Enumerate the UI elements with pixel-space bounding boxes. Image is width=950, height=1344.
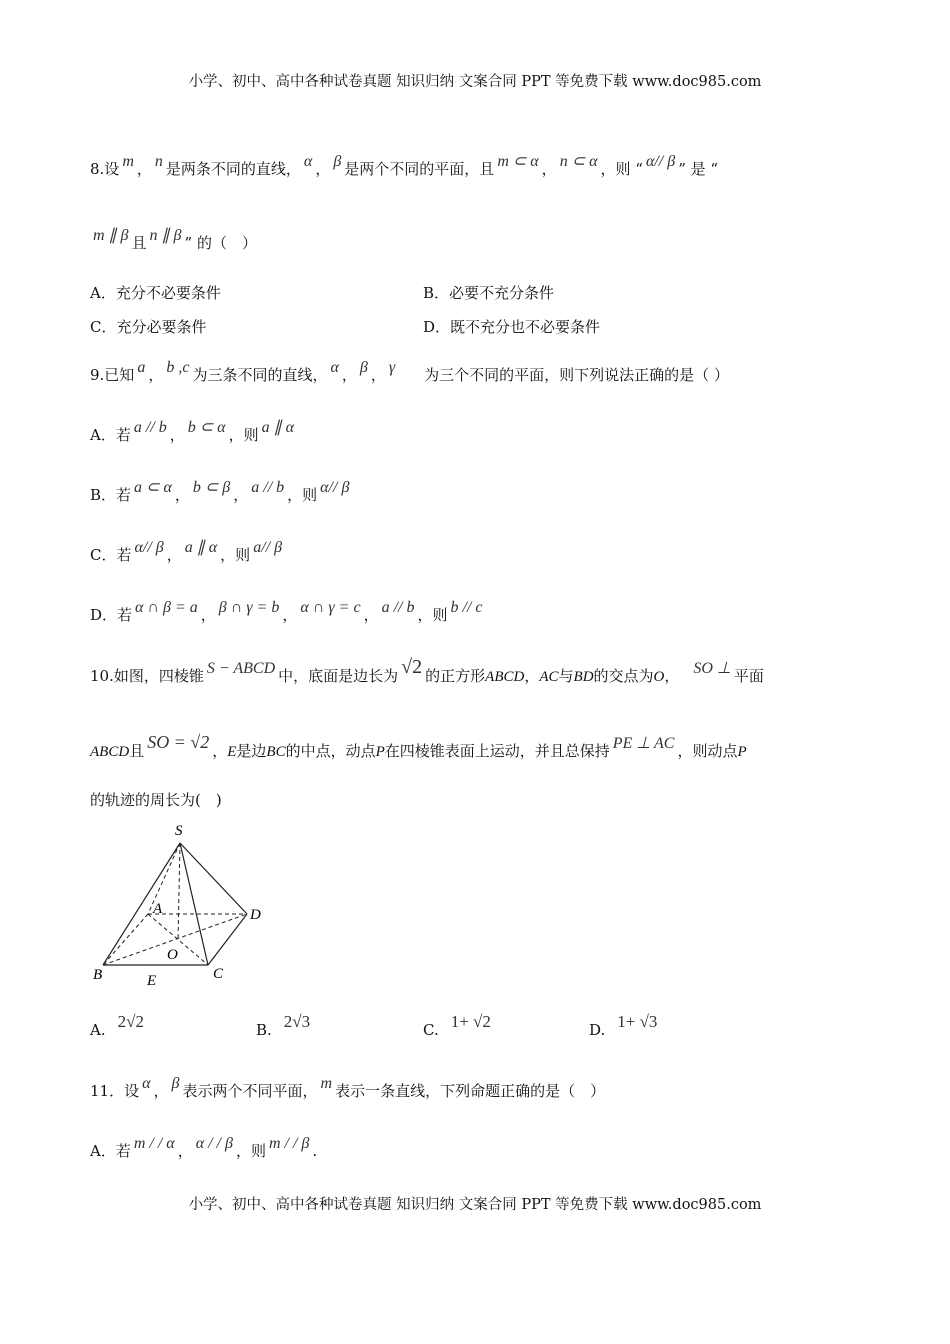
- q9-option-c: C．若 α// β ， a ∥ α ，则 a// β: [90, 539, 283, 564]
- pyramid-figure: [85, 815, 285, 990]
- q10-option-d: D. 1+ √3: [589, 1012, 658, 1039]
- question-8-line-2: m ∥ β 且 n ∥ β ” 的（ ）: [93, 227, 257, 252]
- edge-sd: [180, 843, 247, 914]
- label-s: S: [175, 823, 183, 839]
- q10-option-a: A. 2√2: [90, 1012, 144, 1039]
- question-11-stem: 11．设 α ， β 表示两个不同平面， m 表示一条直线，下列命题正确的是（ ）: [90, 1075, 606, 1100]
- q9-option-d: D．若 α ∩ β = a ， β ∩ γ = b ， α ∩ γ = c ， a // b ，则 b // c: [90, 599, 483, 624]
- edge-cd: [208, 914, 247, 965]
- edge-sc: [180, 843, 208, 965]
- label-c: C: [213, 966, 224, 982]
- q10-option-b: B. 2√3: [256, 1012, 311, 1039]
- label-o: O: [167, 947, 178, 963]
- q8-option-b: B．必要不充分条件: [423, 284, 555, 302]
- label-e: E: [147, 973, 157, 989]
- question-9-stem: 9.已知 a ， b ,c 为三条不同的直线， α ， β ， γ 为三个不同的平面，则下列说法正确的是（ ）: [90, 359, 729, 384]
- q9-option-b: B．若 a ⊂ α ， b ⊂ β ， a // b ，则 α// β: [90, 479, 350, 504]
- q10-option-c: C. 1+ √2: [423, 1012, 491, 1039]
- label-d: D: [250, 907, 261, 923]
- q9-option-a: A．若 a // b ， b ⊂ α ，则 a ∥ α: [90, 419, 294, 444]
- height-so: [178, 843, 180, 940]
- question-10-line-2: ABCD且 SO = √2 ，E是边BC的中点，动点P在四棱锥表面上运动，并且总保持 PE ⊥ AC ，则动点P: [90, 732, 747, 760]
- label-a: A: [153, 901, 163, 917]
- question-10-line-1: 10.如图，四棱锥 S − ABCD 中，底面是边长为 √2 的正方形ABCD，AC与BD的交点为O， SO ⊥ 平面: [90, 656, 764, 685]
- q8-option-d: D．既不充分也不必要条件: [423, 318, 601, 336]
- page-header: 小学、初中、高中各种试卷真题 知识归纳 文案合同 PPT 等免费下载 www.doc985.com: [188, 74, 762, 90]
- question-10-line-3: 的轨迹的周长为( ): [90, 791, 222, 809]
- q8-option-a: A．充分不必要条件: [90, 284, 221, 302]
- q8-option-c: C．充分必要条件: [90, 318, 207, 336]
- label-b: B: [93, 967, 103, 983]
- question-8-line-1: 8.设 m ， n 是两条不同的直线， α ， β 是两个不同的平面，且 m ⊂ α ， n ⊂ α ，则 “ α// β ” 是 “: [90, 153, 719, 178]
- page-footer: 小学、初中、高中各种试卷真题 知识归纳 文案合同 PPT 等免费下载 www.doc985.com: [188, 1197, 762, 1213]
- q11-option-a: A．若 m / / α ， α / / β ，则 m / / β .: [90, 1135, 318, 1160]
